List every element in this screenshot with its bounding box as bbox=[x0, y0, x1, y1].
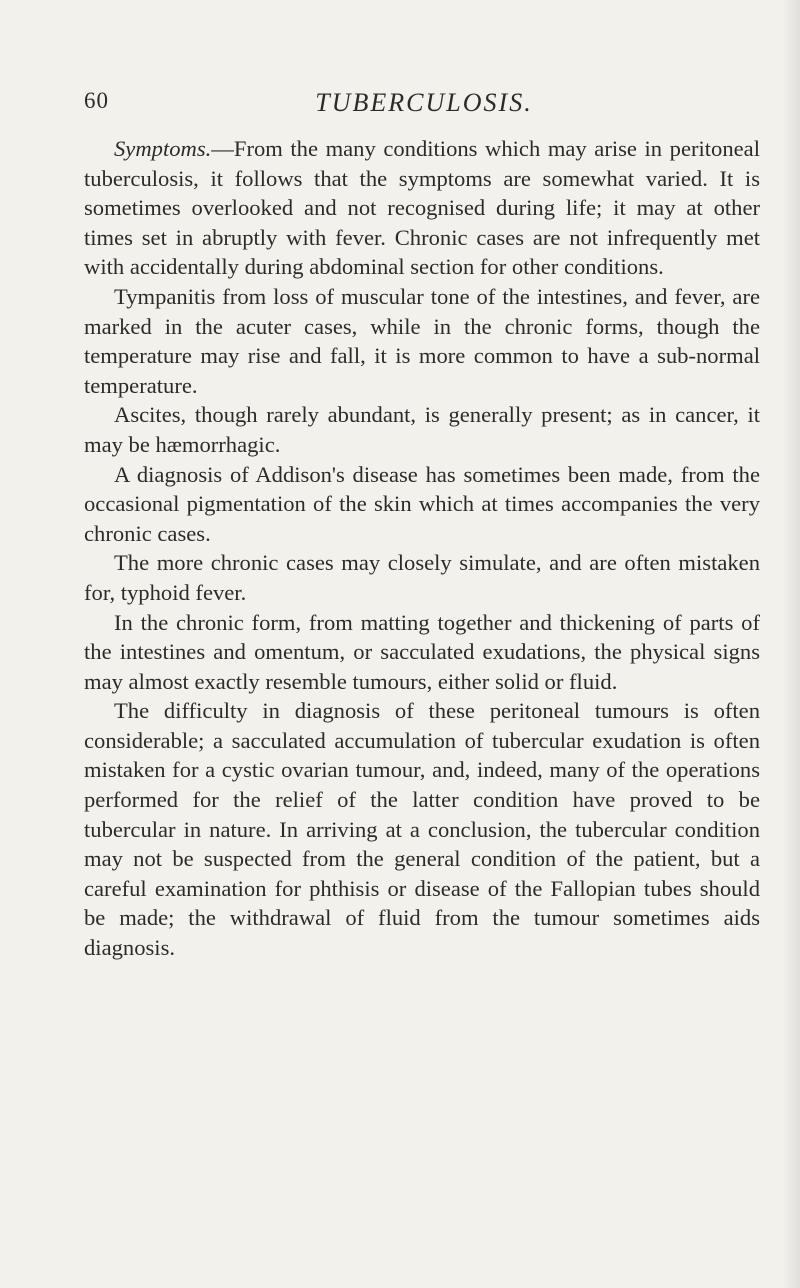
paragraph-ascites: Ascites, though rarely abundant, is generally present; as in cancer, it may be hæmorrhagic. bbox=[84, 402, 760, 457]
paragraph-text: —From the many conditions which may arise in peritoneal tuberculosis, it follows that the symptoms are somewhat varied. It is sometimes overlooked and not recognised during life; it may at other times set in abruptly with fever. Chronic cases are not infrequently met with accidentally during abdominal section for other conditions. bbox=[84, 136, 760, 280]
paragraph-typhoid: The more chronic cases may closely simulate, and are often mistaken for, typhoid fever. bbox=[84, 550, 760, 605]
paragraph-difficulty: The difficulty in diagnosis of these peritoneal tumours is often considerable; a sacculated accumulation of tubercular exudation is often mistaken for a cystic ovarian tumour, and, indeed, many of the operations performed for the relief of the latter condition have proved to be tubercular in nature. In arriving at a conclusion, the tubercular condition may not be suspected from the general condition of the patient, but a careful examination for phthisis or disease of the Fallopian tubes should be made; the withdrawal of fluid from the tumour sometimes aids diagnosis. bbox=[84, 698, 760, 961]
page-number: 60 bbox=[84, 88, 109, 113]
paragraph-tympanitis: Tympanitis from loss of muscular tone of the intestines, and fever, are marked in the acuter cases, while in the chronic forms, though the temperature may rise and fall, it is more common to have a sub-normal temperature. bbox=[84, 283, 760, 398]
running-title: TUBERCULOSIS. bbox=[315, 88, 533, 117]
running-head bbox=[84, 88, 764, 122]
paragraph-symptoms bbox=[84, 134, 760, 282]
paragraph-addisons: A diagnosis of Addison's disease has sometimes been made, from the occasional pigmentation of the skin which at times accompanies the very chronic cases. bbox=[84, 461, 760, 546]
paragraph-chronic-form: In the chronic form, from matting together and thickening of parts of the intestines and omentum, or sacculated exudations, the physical signs may almost exactly resemble tumours, either solid or fluid. bbox=[84, 609, 760, 694]
page-edge-shadow bbox=[782, 0, 800, 1288]
section-lead-in: Symptoms. bbox=[114, 136, 212, 161]
body-text bbox=[84, 134, 760, 963]
